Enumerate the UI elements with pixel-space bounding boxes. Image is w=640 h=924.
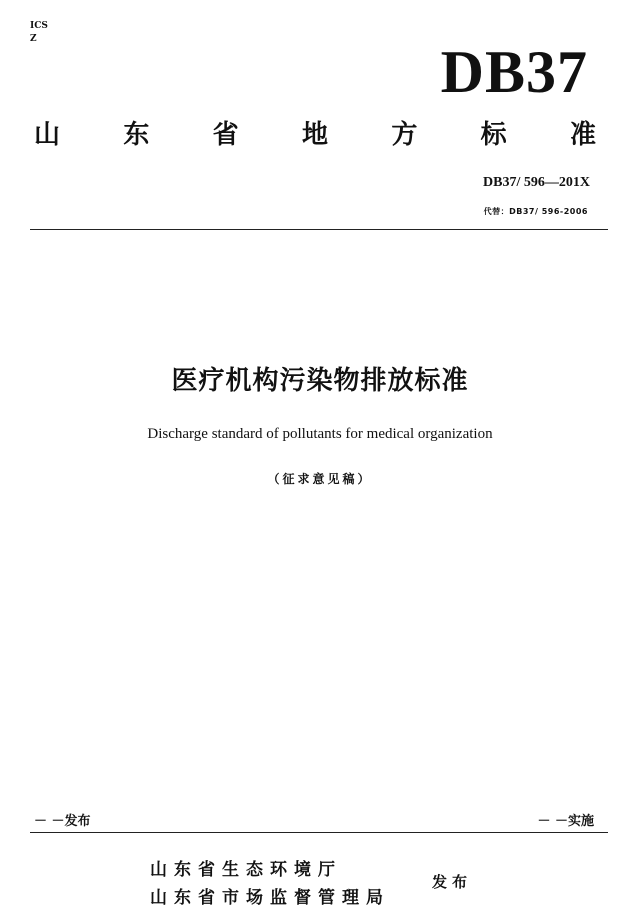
replaces-note: 代替：DB37/ 596-2006 [483, 207, 588, 216]
standard-type-char: 地 [301, 120, 328, 150]
standard-type-char: 标 [480, 120, 507, 150]
implementation-date: － －实施 [537, 814, 594, 829]
standard-mark: DB37 [440, 39, 588, 105]
document-title-chinese: 医疗机构污染物排放标准 [171, 366, 469, 396]
standard-type-char: 省 [212, 120, 239, 150]
ics-label: ICS [30, 21, 48, 31]
draft-note: （征求意见稿） [267, 472, 373, 486]
standard-type-char: 东 [123, 120, 150, 150]
standard-type-char: 方 [391, 120, 418, 150]
publish-label: 发布 [432, 873, 473, 891]
standard-number: DB37/ 596—201X [483, 175, 590, 190]
issuing-authorities [150, 856, 390, 912]
header-divider [30, 229, 608, 230]
standard-type-char: 准 [569, 120, 596, 150]
issuer-line: 山东省生态环境厅 [150, 860, 342, 880]
issue-date: － －发布 [34, 814, 91, 829]
ics-block [30, 20, 48, 46]
footer-divider [30, 832, 608, 833]
category-code: Z [30, 34, 37, 44]
document-title-english: Discharge standard of pollutants for medical organization [147, 426, 493, 442]
standard-type-char: 山 [34, 120, 61, 150]
issuer-line: 山东省市场监督管理局 [150, 888, 390, 908]
standard-type [34, 118, 596, 152]
